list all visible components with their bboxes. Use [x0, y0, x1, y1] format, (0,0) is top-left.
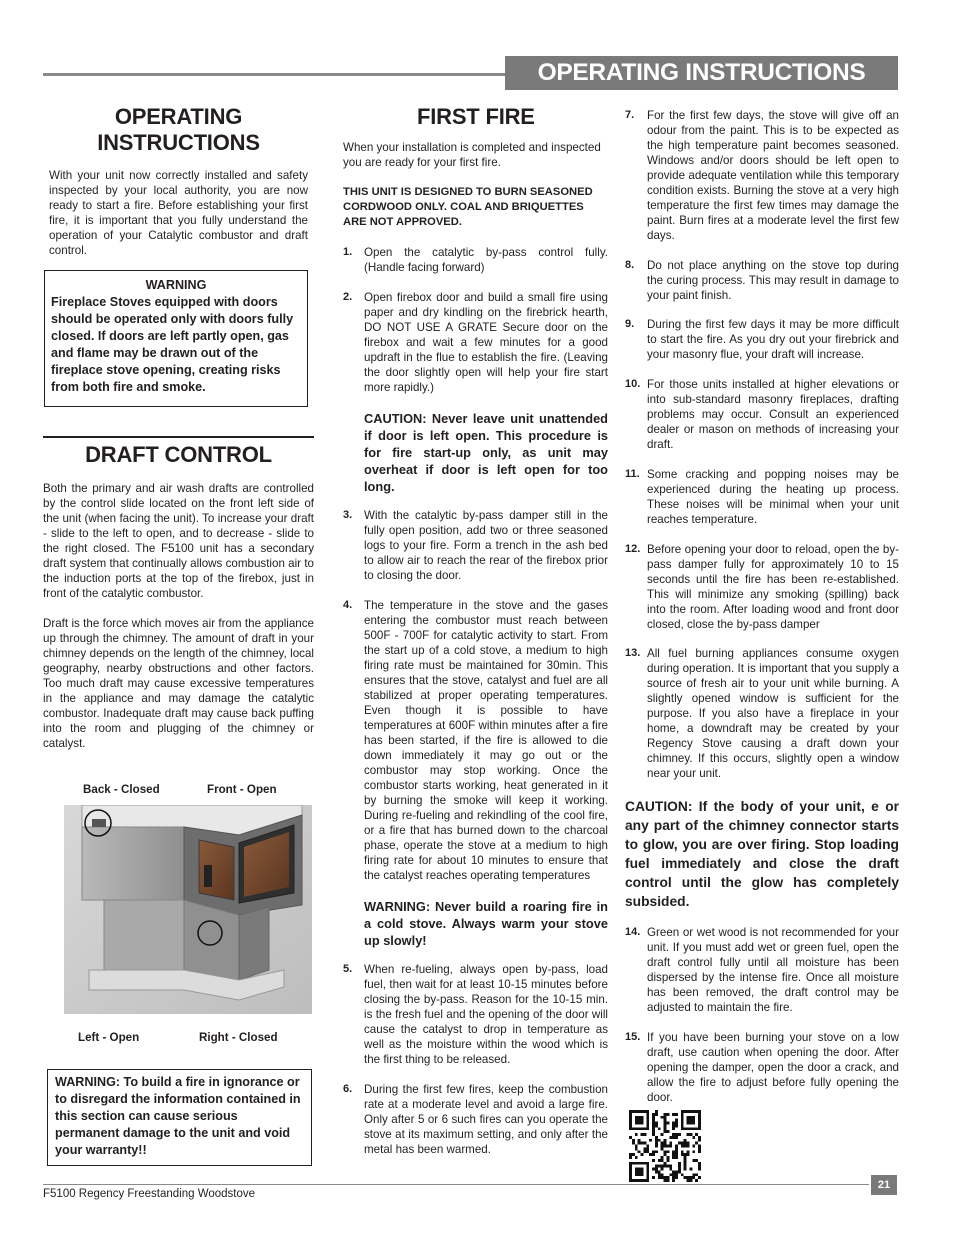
draft-divider [43, 436, 314, 438]
step-1: 1. Open the catalytic by-pass control fully. (Handle facing forward) [343, 246, 608, 274]
step-2: 2. Open firebox door and build a small fire using paper and dry kindling on the firebrick hearth, DO NOT USE A GRATE Secure door on the firebox and wait a few minutes for a good updraft in the flue to establish the fire. (Leaving the door slightly open will help your fire start more rapidly.) [343, 291, 608, 394]
stove-drawing [64, 805, 312, 1014]
cordwood-notice: THIS UNIT IS DESIGNED TO BURN SEASONED CORDWOOD ONLY. COAL AND BRIQUETTES ARE NOT APPROVED. [343, 186, 593, 228]
intro-paragraph: With your unit now correctly installed and safety inspected by your local authority, you are now ready to start a fire. Before establishing your first fire, it is important that you fully understand the operation of your Catalytic combustor and draft control. [49, 169, 308, 257]
step-5: 5. When re-fueling, always open by-pass, load fuel, then wait for at least 10-15 minutes before closing the by-pass. Reason for the 10-15 min. is the fresh fuel and the opening of the door will cause the catalyst to drop in temperature as well as the moisture within the wood which is the first thing to be released. [343, 963, 608, 1066]
warning-roaring-fire: WARNING: Never build a roaring fire in a cold stove. Always warm your stove up slowly! [364, 899, 608, 948]
step-13: 13. All fuel burning appliances consume oxygen during operation. It is important that you supply a source of fresh air to your unit while burning. A slightly opened window is sufficient for the purpose. If you also have a fireplace in your home, a downdraft may be created by your Regency Stove causing a draft down your chimney. If this occurs, slightly open a window near your unit. [625, 647, 899, 780]
column-right [625, 108, 899, 1105]
warning-title: WARNING [145, 278, 207, 292]
step-15: 15. If you have been burning your stove on a low draft, use caution when opening the door. After opening the damper, open the door a crack, and allow the fire to adjust before fully opening the door. [625, 1031, 899, 1104]
first-fire-heading: FIRST FIRE [417, 104, 535, 129]
qr-code [629, 1110, 701, 1182]
step-11: 11. Some cracking and popping noises may be experienced during the heating up process. These noises will be minimal when your unit reaches temperature. [625, 468, 899, 526]
first-fire-steps-continued [625, 108, 899, 781]
column-left [43, 104, 314, 751]
stove-illustration [64, 805, 312, 1014]
warning-text: Fireplace Stoves equipped with doors should be operated only with doors fully closed. If doors are left partly open, gas and flame may be drawn out of the fireplace stove opening, creating risks from both fire and smoke. [51, 295, 294, 394]
section-banner: OPERATING INSTRUCTIONS [505, 56, 898, 90]
draft-paragraph-1: Both the primary and air wash drafts are controlled by the control slide located on the front left side of the unit (when facing the unit). To increase your draft - slide to the left to open, and to decrease - slide to the right closed. The F5100 unit has a secondary draft system that continually allows combustion air to the induction ports at the top of the firebox, just in front of the catalytic combustor. [43, 482, 314, 600]
step-10: 10. For those units installed at higher elevations or into sub-standard masonry fireplaces, drafting problems may occur. Consult an experienced dealer or mason on methods of increasing your draft. [625, 378, 899, 451]
step-6: 6. During the first few fires, keep the combustion rate at a moderate level and avoid a large fire. Only after 5 or 6 such fires can you operate the stove at its maximum setting, and only after the metal has been warmed. [343, 1083, 608, 1156]
label-back-closed: Back - Closed [83, 783, 160, 796]
label-right-closed: Right - Closed [199, 1031, 278, 1044]
step-7: 7. For the first few days, the stove will give off an odour from the paint. This is to be expected as the high temperature paint becomes seasoned. Windows and/or doors should be left open to provide adequate ventilation while this temporary condition exists. Burning the stove at a very high temperature the first few times may damage the paint. Burn fires at a moderate level the first few days. [625, 109, 899, 242]
footer-rule [43, 1184, 869, 1185]
footer-doc-title: F5100 Regency Freestanding Woodstove [43, 1188, 256, 1200]
first-fire-intro: When your installation is completed and inspected you are ready for your first fire. [343, 141, 601, 169]
column-middle [343, 104, 608, 1157]
label-left-open: Left - Open [78, 1031, 140, 1044]
step-3: 3. With the catalytic by-pass damper still in the fully open position, add two or three seasoned logs to your fire. Form a trench in the ash bed to allow air to reach the rear of the firebox prior to closing the door. [343, 509, 608, 582]
warning-box-ignorance: WARNING: To build a fire in ignorance or to disregard the information contained in this section can cause serious permanent damage to the unit and void your warranty!! [47, 1069, 312, 1166]
qr-code-graphic [629, 1110, 701, 1182]
step-14: 14. Green or wet wood is not recommended for your unit. If you must add wet or green fuel, open the draft control fully until all moisture has been dispersed by the intense fire. Once all moisture has been removed, the draft control may be adjusted to maintain the fire. [625, 926, 899, 1014]
first-fire-steps [343, 245, 608, 395]
step-9: 9. During the first few days it may be more difficult to start the fire. As you dry out your firebrick and your masonry flue, your draft will increase. [625, 318, 899, 361]
step-8: 8. Do not place anything on the stove top during the curing process. This may result in damage to your paint finish. [625, 259, 899, 302]
label-front-open: Front - Open [207, 783, 277, 796]
page-number: 21 [871, 1175, 897, 1195]
operating-instructions-heading: OPERATING INSTRUCTIONS [97, 104, 260, 155]
header-rule [43, 73, 505, 76]
draft-paragraph-2: Draft is the force which moves air from the appliance up through the chimney. The amount of draft in your chimney depends on the length of the chimney, local geography, nearby obstructions and other factors. Too much draft may cause excessive temperatures in the appliance and may damage the catalytic combustor. Inadequate draft may cause back puffing into the room and plugging of the chimney or catalyst. [43, 617, 314, 750]
draft-control-heading: DRAFT CONTROL [85, 442, 272, 467]
caution-over-firing: CAUTION: If the body of your unit, e or any part of the chimney connector starts to glow, you are over firing. Stop loading fuel immediately and close the draft control until the glow has completely subsided. [625, 799, 899, 909]
step-4: 4. The temperature in the stove and the gases entering the combustor must reach between 500F - 700F for catalytic activity to start. From the start up of a cold stove, a medium to high firing rate must be maintained for 30min. This ensures that the stove, catalyst and fuel are all stabilized at proper operating temperatures. Even though it is possible to have temperatures at 600F within minutes after a fire has been started, if the fire is allowed to die down immediately it may go out or the combustor may stop working. Once the combustor starts working, heat generated in it by burning the smoke will keep it working. During re-fueling and rekindling of the cool fire, or a fire that has burned down to the charcoal phase, operate the stove at a medium to high firing rate for about 10 minutes to ensure that the catalyst reaches operating temperatures [343, 599, 608, 882]
warning-box-doors [44, 270, 308, 407]
caution-unattended: CAUTION: Never leave unit unattended if door is left open. This procedure is for fire start-up only, as unit may overheat if door is left open for too long. [364, 411, 608, 494]
step-12: 12. Before opening your door to reload, open the by-pass damper fully for approximately 10 to 15 seconds until the fire has been re-established. This will minimize any smoking (spilling) back into the room. After loading wood and front door closed, close the by-pass damper [625, 543, 899, 631]
